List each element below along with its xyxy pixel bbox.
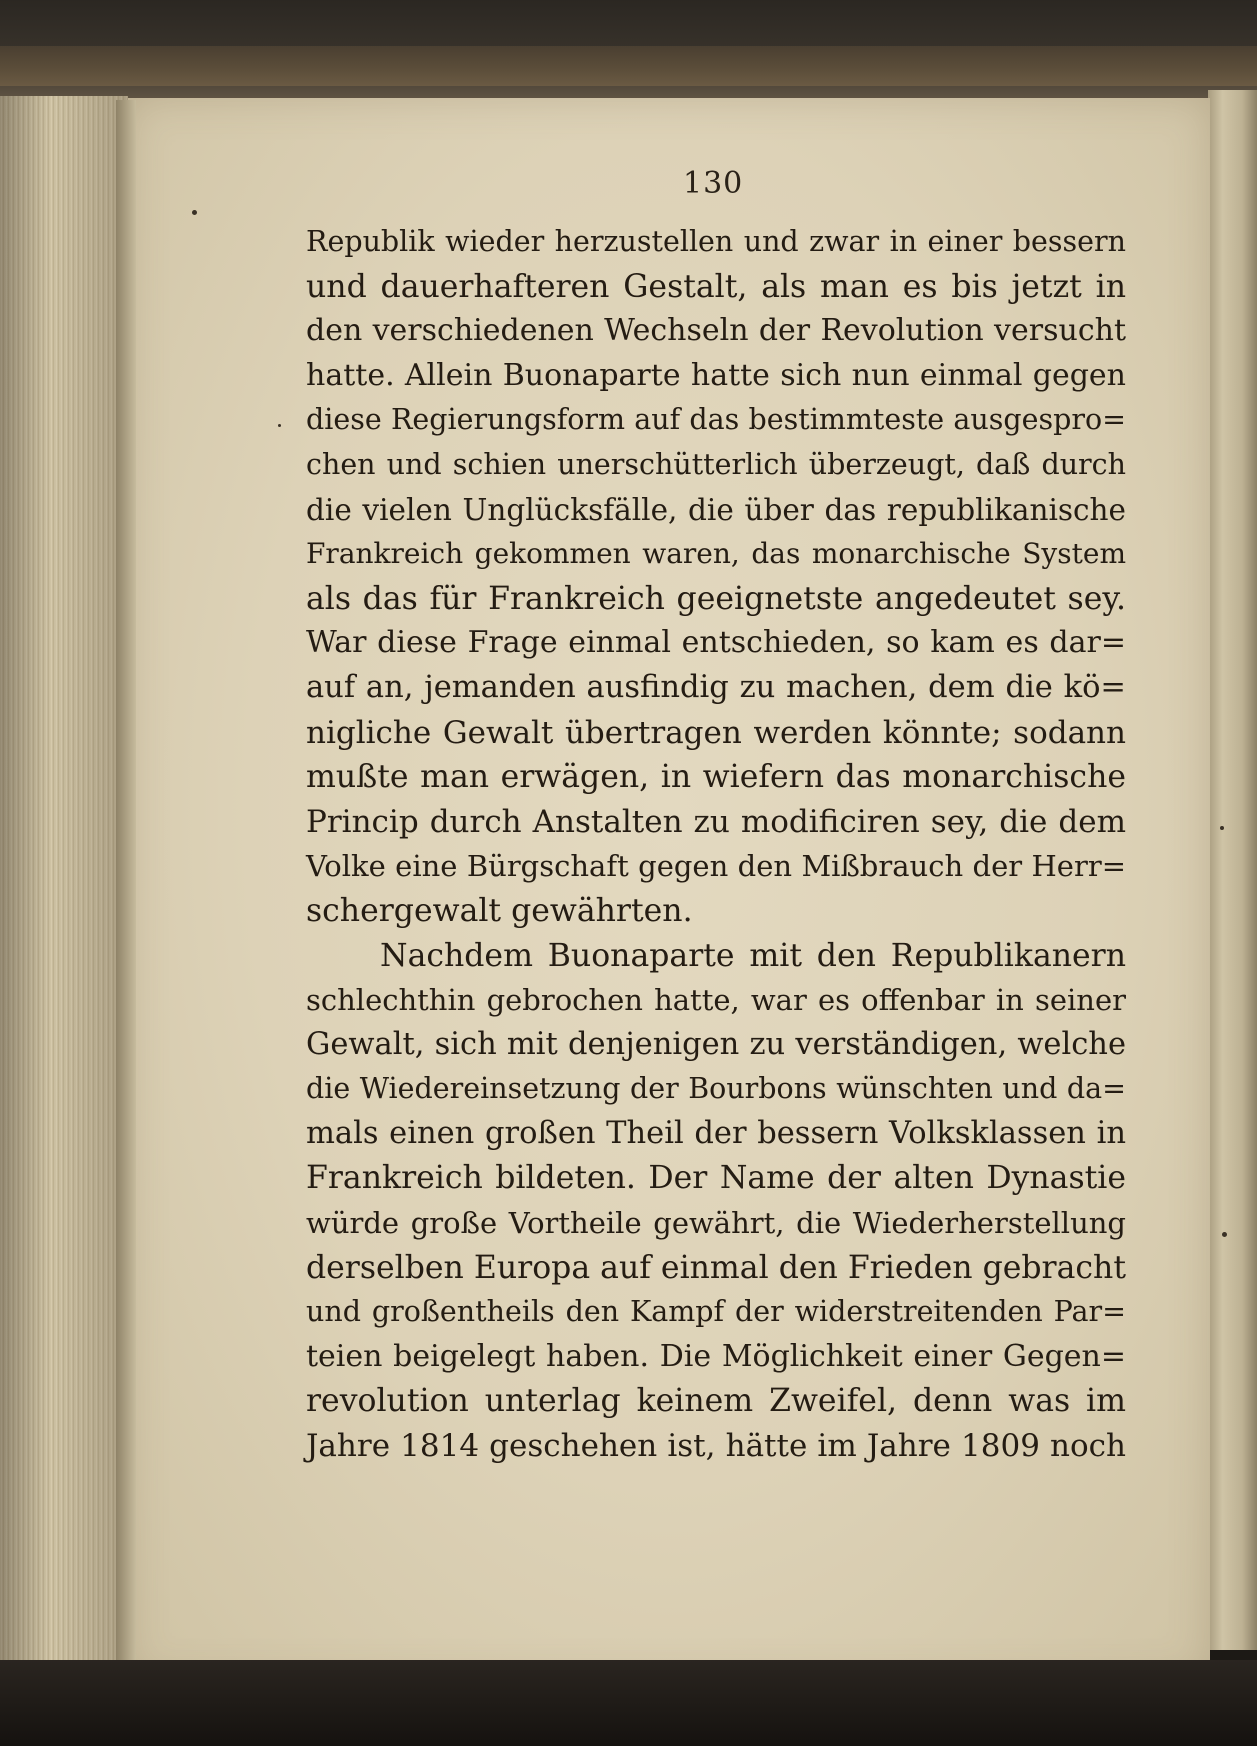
text-line: auf an, jemanden ausfindig zu machen, dem die kö=	[306, 669, 1126, 705]
text-line: und dauerhafteren Gestalt, als man es bis jetzt in	[306, 268, 1126, 305]
page-gutter	[116, 100, 136, 1675]
text-line: Volke eine Bürgschaft gegen den Mißbrauch der Herr=	[306, 849, 1126, 884]
text-line: derselben Europa auf einmal den Frieden gebracht	[306, 1249, 1126, 1286]
text-line: War diese Frage einmal entschieden, so kam es dar=	[306, 625, 1126, 661]
text-line: Frankreich bildeten. Der Name der alten Dynastie	[306, 1160, 1126, 1197]
page-speck	[1220, 826, 1224, 830]
text-line: Jahre 1814 geschehen ist, hätte im Jahre 1809 noch	[306, 1428, 1126, 1465]
text-line: mußte man erwägen, in wiefern das monarchische	[306, 759, 1126, 796]
text-line: Frankreich gekommen waren, das monarchische System	[306, 537, 1126, 571]
text-line: schergewalt gewährten.	[306, 892, 693, 929]
text-line: diese Regierungsform auf das bestimmteste ausgespro=	[306, 403, 1126, 437]
text-line: mals einen großen Theil der bessern Volksklassen in	[306, 1115, 1126, 1151]
page-speck	[1222, 1232, 1227, 1237]
text-line: Republik wieder herzustellen und zwar in einer bessern	[306, 225, 1126, 258]
body-text	[306, 220, 1126, 1469]
text-line: als das für Frankreich geeignetste angedeutet sey.	[306, 580, 1126, 617]
page-speck	[192, 210, 197, 215]
text-line: chen und schien unerschütterlich überzeugt, daß durch	[306, 447, 1126, 481]
text-line: die vielen Unglücksfälle, die über das republikanische	[306, 492, 1126, 527]
book-cover-band	[0, 46, 1257, 86]
text-line: hatte. Allein Buonaparte hatte sich nun einmal gegen	[306, 357, 1126, 393]
left-page-edges	[0, 96, 128, 1678]
text-line: Gewalt, sich mit denjenigen zu verständigen, welche	[306, 1026, 1126, 1062]
page-speck	[278, 424, 281, 427]
page-number: 130	[683, 166, 744, 201]
text-line: würde große Vortheile gewährt, die Wiederherstellung	[306, 1206, 1126, 1241]
scan-bottom-shadow	[0, 1660, 1257, 1746]
text-line: teien beigelegt haben. Die Möglichkeit einer Gegen=	[306, 1338, 1126, 1374]
text-line: Princip durch Anstalten zu modificiren sey, die dem	[306, 803, 1126, 840]
text-line: den verschiedenen Wechseln der Revolution versucht	[306, 313, 1126, 349]
text-line: die Wiedereinsetzung der Bourbons wünschten und da=	[306, 1072, 1126, 1106]
text-line: schlechthin gebrochen hatte, war es offenbar in seiner	[306, 983, 1126, 1018]
text-line: revolution unterlag keinem Zweifel, denn was im	[306, 1383, 1126, 1420]
text-line: Nachdem Buonaparte mit den Republikanern	[380, 937, 1126, 974]
right-page-edges	[1208, 90, 1257, 1650]
text-line: und großentheils den Kampf der widerstreitenden Par=	[306, 1295, 1126, 1329]
text-line: nigliche Gewalt übertragen werden könnte; sodann	[306, 714, 1126, 751]
